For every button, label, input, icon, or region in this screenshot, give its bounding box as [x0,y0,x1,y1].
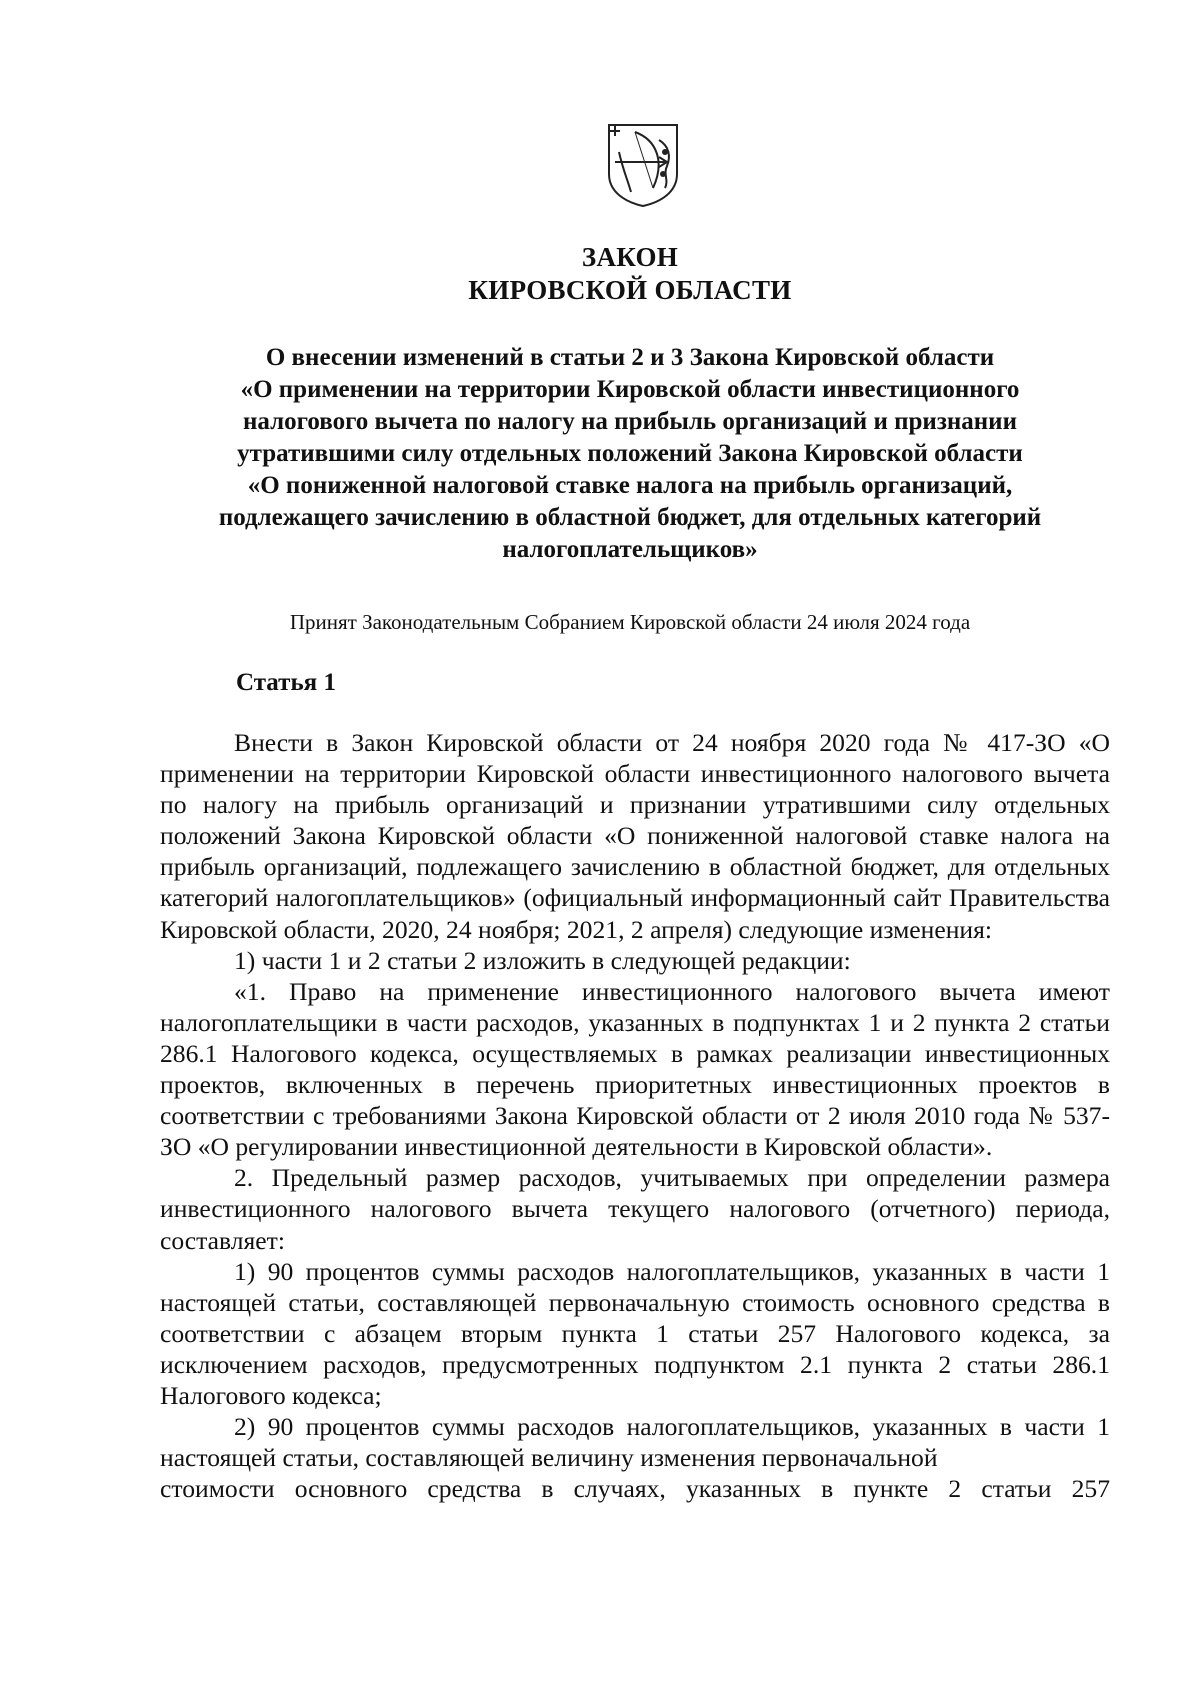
article-heading: Статья 1 [236,669,336,696]
law-title [140,342,1120,566]
paragraph: 2) 90 процентов суммы расходов налогоплательщиков, указанных в части 1 настоящей статьи, составляющей величину изменения первоначальной [160,1412,1110,1473]
paragraph: стоимости основного средства в случаях, указанных в пункте 2 статьи 257 [160,1474,1110,1504]
title-line: подлежащего зачислению в областной бюджет, для отдельных категорий [218,504,1042,531]
law-heading: ЗАКОН [581,242,679,272]
title-line: «О применении на территории Кировской области инвестиционного [240,376,1020,403]
region-heading: КИРОВСКОЙ ОБЛАСТИ [468,275,792,305]
title-line: «О пониженной налоговой ставке налога на прибыль организаций, [247,472,1013,499]
adoption-note: Принят Законодательным Собранием Кировской области 24 июля 2024 года [289,610,971,634]
coat-of-arms-icon [605,122,681,208]
paragraph: 1) 90 процентов суммы расходов налогоплательщиков, указанных в части 1 настоящей статьи, составляющей первоначальную стоимость основного средства в соответствии с абзацем вторым пункта 1 статьи 257 Налогового кодекса, за исключением расходов, предусмотренных подпунктом 2.1 пункта 2 статьи 286.1 Налогового кодекса; [160,1256,1110,1410]
title-line: утратившими силу отдельных положений Закона Кировской области [237,440,1023,467]
paragraph: Внести в Закон Кировской области от 24 ноября 2020 года № 417-ЗО «О применении на территории Кировской области инвестиционного налогового вычета по налогу на прибыль организаций и признании утратившими силу отдельных положений Закона Кировской области «О пониженной налоговой ставке налога на прибыль организаций, подлежащего зачислению в областной бюджет, для отдельных категорий налогоплательщиков» (официальный информационный сайт Правительства Кировской области, 2020, 24 ноября; 2021, 2 апреля) следующие изменения: [160,728,1110,944]
paragraph: «1. Право на применение инвестиционного налогового вычета имеют налогоплательщики в части расходов, указанных в подпунктах 1 и 2 пункта 2 статьи 286.1 Налогового кодекса, осуществляемых в рамках реализации инвестиционных проектов, включенных в перечень приоритетных инвестиционных проектов в соответствии с требованиями Закона Кировской области от 2 июля 2010 года № 537-ЗО «О регулировании инвестиционной деятельности в Кировской области». [160,976,1110,1162]
title-line: О внесении изменений в статьи 2 и 3 Закона Кировской области [265,344,995,371]
paragraph: 1) части 1 и 2 статьи 2 изложить в следующей редакции: [234,945,851,975]
title-line: налогоплательщиков» [502,536,758,563]
title-line: налогового вычета по налогу на прибыль организаций и признании [242,408,1017,435]
paragraph: 2. Предельный размер расходов, учитываемых при определении размера инвестиционного налогового вычета текущего налогового (отчетного) периода, составляет: [160,1163,1110,1255]
article-body [160,727,1110,1504]
